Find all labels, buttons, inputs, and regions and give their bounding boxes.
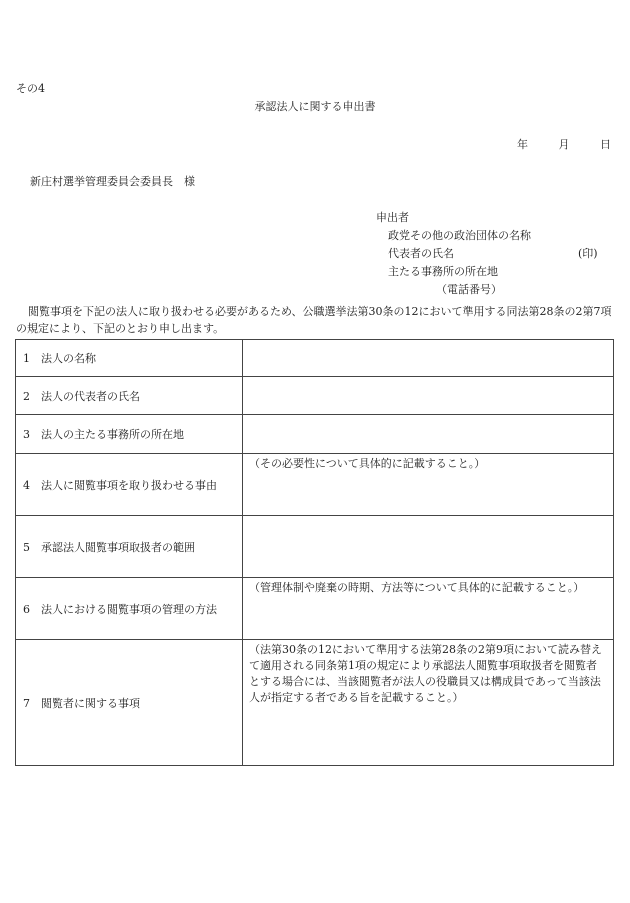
row-label: 5 承認法人閲覧事項取扱者の範囲 bbox=[16, 516, 243, 578]
date-line bbox=[517, 138, 611, 152]
office-address-label: 主たる事務所の所在地 bbox=[388, 265, 498, 278]
form-number: その4 bbox=[16, 82, 45, 95]
row-label: 7 閲覧者に関する事項 bbox=[16, 640, 243, 766]
row-value-field[interactable] bbox=[243, 340, 614, 377]
date-year: 年 bbox=[517, 138, 528, 151]
row-label: 6 法人における閲覧事項の管理の方法 bbox=[16, 578, 243, 640]
row-value-field[interactable] bbox=[243, 415, 614, 454]
date-day: 日 bbox=[600, 138, 611, 151]
seal-mark: (印) bbox=[578, 247, 598, 260]
row-label: 3 法人の主たる事務所の所在地 bbox=[16, 415, 243, 454]
row-note: （管理体制や廃棄の時期、方法等について具体的に記載すること。） bbox=[249, 581, 585, 594]
items-table bbox=[15, 339, 614, 766]
table-row bbox=[16, 578, 614, 640]
row-value-field[interactable] bbox=[243, 640, 614, 766]
table-row bbox=[16, 377, 614, 415]
row-value-field[interactable] bbox=[243, 377, 614, 415]
row-label: 4 法人に閲覧事項を取り扱わせる事由 bbox=[16, 454, 243, 516]
row-note: （その必要性について具体的に記載すること。） bbox=[249, 457, 486, 470]
applicant-label: 申出者 bbox=[376, 211, 409, 224]
table-row bbox=[16, 454, 614, 516]
row-label: 1 法人の名称 bbox=[16, 340, 243, 377]
table-row bbox=[16, 415, 614, 454]
row-value-field[interactable] bbox=[243, 578, 614, 640]
addressee: 新庄村選挙管理委員会委員長 様 bbox=[30, 175, 195, 188]
phone-number-label: （電話番号） bbox=[436, 283, 502, 296]
row-label: 2 法人の代表者の氏名 bbox=[16, 377, 243, 415]
table-row bbox=[16, 340, 614, 377]
row-note: （法第30条の12において準用する法第28条の2第9項において読み替えて適用される同条第1項の規定により承認法人閲覧事項取扱者を閲覧者とする場合には、当該閲覧者が法人の役職員又は構成員であって当該法人が指定する者である旨を記載すること。） bbox=[249, 643, 602, 704]
row-value-field[interactable] bbox=[243, 516, 614, 578]
date-month: 月 bbox=[558, 138, 570, 151]
representative-name-label: 代表者の氏名 bbox=[388, 247, 454, 260]
table-row bbox=[16, 516, 614, 578]
body-paragraph: 閲覧事項を下記の法人に取り扱わせる必要があるため、公職選挙法第30条の12において準用する同法第28条の2第7項の規定により、下記のとおり申し出ます。 bbox=[16, 305, 612, 335]
page-title: 承認法人に関する申出書 bbox=[254, 100, 376, 113]
party-name-label: 政党その他の政治団体の名称 bbox=[388, 229, 531, 242]
row-value-field[interactable] bbox=[243, 454, 614, 516]
table-row bbox=[16, 640, 614, 766]
